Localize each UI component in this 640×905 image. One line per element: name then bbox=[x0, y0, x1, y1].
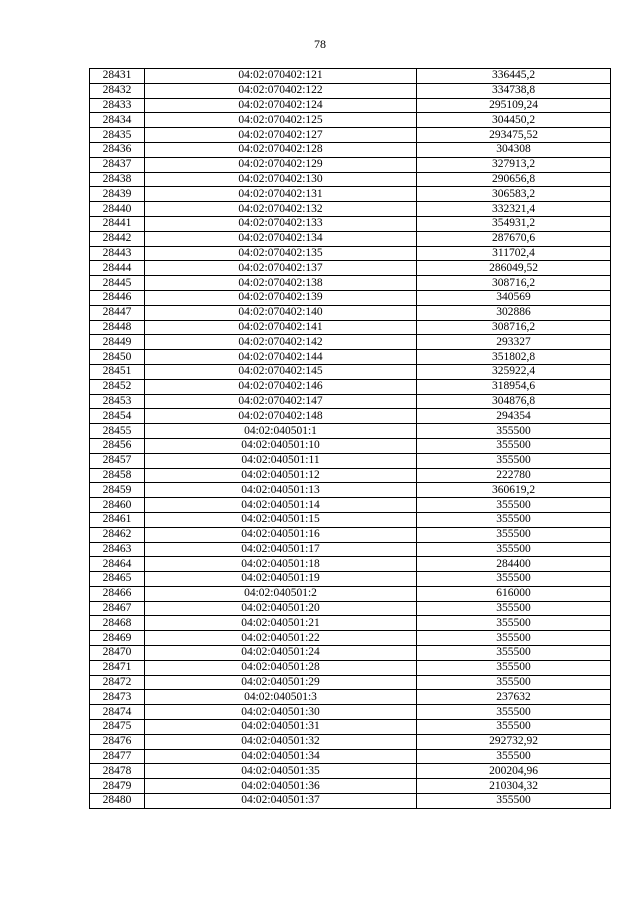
row-number-cell: 28470 bbox=[90, 646, 145, 661]
value-cell: 351802,8 bbox=[417, 350, 611, 365]
row-number-cell: 28452 bbox=[90, 379, 145, 394]
data-table bbox=[89, 68, 611, 809]
value-cell: 354931,2 bbox=[417, 216, 611, 231]
cadastral-number-cell: 04:02:070402:147 bbox=[145, 394, 417, 409]
row-number-cell: 28431 bbox=[90, 69, 145, 84]
row-number-cell: 28480 bbox=[90, 794, 145, 809]
row-number-cell: 28446 bbox=[90, 290, 145, 305]
value-cell: 304876,8 bbox=[417, 394, 611, 409]
cadastral-number-cell: 04:02:070402:146 bbox=[145, 379, 417, 394]
table-row bbox=[90, 335, 611, 350]
row-number-cell: 28440 bbox=[90, 202, 145, 217]
cadastral-number-cell: 04:02:040501:34 bbox=[145, 749, 417, 764]
row-number-cell: 28475 bbox=[90, 720, 145, 735]
row-number-cell: 28436 bbox=[90, 142, 145, 157]
table-row bbox=[90, 409, 611, 424]
cadastral-number-cell: 04:02:040501:20 bbox=[145, 601, 417, 616]
cadastral-number-cell: 04:02:070402:140 bbox=[145, 305, 417, 320]
table-row bbox=[90, 690, 611, 705]
table-row bbox=[90, 453, 611, 468]
table-row bbox=[90, 216, 611, 231]
cadastral-number-cell: 04:02:040501:35 bbox=[145, 764, 417, 779]
value-cell: 325922,4 bbox=[417, 364, 611, 379]
row-number-cell: 28444 bbox=[90, 261, 145, 276]
table-row bbox=[90, 261, 611, 276]
table-row bbox=[90, 379, 611, 394]
table-row bbox=[90, 631, 611, 646]
row-number-cell: 28459 bbox=[90, 483, 145, 498]
value-cell: 355500 bbox=[417, 572, 611, 587]
value-cell: 308716,2 bbox=[417, 320, 611, 335]
cadastral-number-cell: 04:02:070402:141 bbox=[145, 320, 417, 335]
value-cell: 294354 bbox=[417, 409, 611, 424]
row-number-cell: 28477 bbox=[90, 749, 145, 764]
value-cell: 355500 bbox=[417, 498, 611, 513]
cadastral-number-cell: 04:02:070402:144 bbox=[145, 350, 417, 365]
value-cell: 295109,24 bbox=[417, 98, 611, 113]
table-row bbox=[90, 557, 611, 572]
value-cell: 210304,32 bbox=[417, 779, 611, 794]
table-row bbox=[90, 675, 611, 690]
value-cell: 200204,96 bbox=[417, 764, 611, 779]
row-number-cell: 28453 bbox=[90, 394, 145, 409]
row-number-cell: 28469 bbox=[90, 631, 145, 646]
value-cell: 355500 bbox=[417, 438, 611, 453]
cadastral-number-cell: 04:02:070402:138 bbox=[145, 276, 417, 291]
cadastral-number-cell: 04:02:070402:139 bbox=[145, 290, 417, 305]
table-row bbox=[90, 498, 611, 513]
table-row bbox=[90, 527, 611, 542]
row-number-cell: 28467 bbox=[90, 601, 145, 616]
cadastral-number-cell: 04:02:040501:3 bbox=[145, 690, 417, 705]
table-row bbox=[90, 350, 611, 365]
table-row bbox=[90, 720, 611, 735]
value-cell: 290656,8 bbox=[417, 172, 611, 187]
cadastral-number-cell: 04:02:040501:10 bbox=[145, 438, 417, 453]
table-row bbox=[90, 187, 611, 202]
value-cell: 355500 bbox=[417, 675, 611, 690]
row-number-cell: 28457 bbox=[90, 453, 145, 468]
page-number: 78 bbox=[314, 37, 326, 51]
cadastral-number-cell: 04:02:070402:135 bbox=[145, 246, 417, 261]
table-row bbox=[90, 749, 611, 764]
value-cell: 355500 bbox=[417, 749, 611, 764]
table-row bbox=[90, 113, 611, 128]
cadastral-number-cell: 04:02:040501:36 bbox=[145, 779, 417, 794]
table-row bbox=[90, 305, 611, 320]
cadastral-number-cell: 04:02:070402:122 bbox=[145, 83, 417, 98]
row-number-cell: 28471 bbox=[90, 660, 145, 675]
value-cell: 355500 bbox=[417, 512, 611, 527]
value-cell: 355500 bbox=[417, 616, 611, 631]
table-row bbox=[90, 290, 611, 305]
cadastral-number-cell: 04:02:070402:148 bbox=[145, 409, 417, 424]
row-number-cell: 28478 bbox=[90, 764, 145, 779]
row-number-cell: 28473 bbox=[90, 690, 145, 705]
cadastral-number-cell: 04:02:070402:121 bbox=[145, 69, 417, 84]
cadastral-number-cell: 04:02:040501:15 bbox=[145, 512, 417, 527]
cadastral-number-cell: 04:02:040501:16 bbox=[145, 527, 417, 542]
value-cell: 292732,92 bbox=[417, 734, 611, 749]
table-row bbox=[90, 468, 611, 483]
value-cell: 355500 bbox=[417, 631, 611, 646]
table-row bbox=[90, 764, 611, 779]
table-row bbox=[90, 172, 611, 187]
row-number-cell: 28463 bbox=[90, 542, 145, 557]
row-number-cell: 28441 bbox=[90, 216, 145, 231]
cadastral-number-cell: 04:02:070402:130 bbox=[145, 172, 417, 187]
row-number-cell: 28479 bbox=[90, 779, 145, 794]
table-row bbox=[90, 483, 611, 498]
value-cell: 287670,6 bbox=[417, 231, 611, 246]
row-number-cell: 28464 bbox=[90, 557, 145, 572]
row-number-cell: 28447 bbox=[90, 305, 145, 320]
table-row bbox=[90, 734, 611, 749]
table-row bbox=[90, 394, 611, 409]
row-number-cell: 28433 bbox=[90, 98, 145, 113]
table-row bbox=[90, 364, 611, 379]
row-number-cell: 28450 bbox=[90, 350, 145, 365]
table-row bbox=[90, 601, 611, 616]
row-number-cell: 28460 bbox=[90, 498, 145, 513]
table-row bbox=[90, 98, 611, 113]
row-number-cell: 28458 bbox=[90, 468, 145, 483]
row-number-cell: 28454 bbox=[90, 409, 145, 424]
value-cell: 327913,2 bbox=[417, 157, 611, 172]
cadastral-number-cell: 04:02:040501:2 bbox=[145, 586, 417, 601]
table-row bbox=[90, 320, 611, 335]
table-row bbox=[90, 586, 611, 601]
table-row bbox=[90, 424, 611, 439]
value-cell: 355500 bbox=[417, 646, 611, 661]
value-cell: 332321,4 bbox=[417, 202, 611, 217]
row-number-cell: 28432 bbox=[90, 83, 145, 98]
row-number-cell: 28448 bbox=[90, 320, 145, 335]
cadastral-number-cell: 04:02:040501:19 bbox=[145, 572, 417, 587]
table-row bbox=[90, 128, 611, 143]
value-cell: 336445,2 bbox=[417, 69, 611, 84]
value-cell: 355500 bbox=[417, 660, 611, 675]
cadastral-number-cell: 04:02:070402:127 bbox=[145, 128, 417, 143]
table-row bbox=[90, 660, 611, 675]
table-row bbox=[90, 646, 611, 661]
value-cell: 308716,2 bbox=[417, 276, 611, 291]
cadastral-number-cell: 04:02:040501:31 bbox=[145, 720, 417, 735]
row-number-cell: 28476 bbox=[90, 734, 145, 749]
value-cell: 222780 bbox=[417, 468, 611, 483]
table-row bbox=[90, 157, 611, 172]
value-cell: 616000 bbox=[417, 586, 611, 601]
cadastral-number-cell: 04:02:070402:131 bbox=[145, 187, 417, 202]
value-cell: 355500 bbox=[417, 542, 611, 557]
cadastral-number-cell: 04:02:040501:22 bbox=[145, 631, 417, 646]
row-number-cell: 28462 bbox=[90, 527, 145, 542]
value-cell: 286049,52 bbox=[417, 261, 611, 276]
row-number-cell: 28438 bbox=[90, 172, 145, 187]
cadastral-number-cell: 04:02:040501:30 bbox=[145, 705, 417, 720]
table-row bbox=[90, 572, 611, 587]
cadastral-number-cell: 04:02:040501:21 bbox=[145, 616, 417, 631]
table-row bbox=[90, 705, 611, 720]
cadastral-number-cell: 04:02:040501:28 bbox=[145, 660, 417, 675]
row-number-cell: 28437 bbox=[90, 157, 145, 172]
cadastral-number-cell: 04:02:070402:132 bbox=[145, 202, 417, 217]
value-cell: 237632 bbox=[417, 690, 611, 705]
cadastral-number-cell: 04:02:040501:13 bbox=[145, 483, 417, 498]
table-row bbox=[90, 142, 611, 157]
table-row bbox=[90, 202, 611, 217]
row-number-cell: 28455 bbox=[90, 424, 145, 439]
table-row bbox=[90, 276, 611, 291]
cadastral-number-cell: 04:02:040501:17 bbox=[145, 542, 417, 557]
value-cell: 293327 bbox=[417, 335, 611, 350]
table-row bbox=[90, 616, 611, 631]
cadastral-number-cell: 04:02:040501:18 bbox=[145, 557, 417, 572]
table-row bbox=[90, 246, 611, 261]
table-row bbox=[90, 231, 611, 246]
cadastral-number-cell: 04:02:070402:145 bbox=[145, 364, 417, 379]
value-cell: 355500 bbox=[417, 424, 611, 439]
value-cell: 318954,6 bbox=[417, 379, 611, 394]
value-cell: 355500 bbox=[417, 794, 611, 809]
cadastral-number-cell: 04:02:040501:29 bbox=[145, 675, 417, 690]
table-row bbox=[90, 83, 611, 98]
value-cell: 302886 bbox=[417, 305, 611, 320]
row-number-cell: 28449 bbox=[90, 335, 145, 350]
table-row bbox=[90, 779, 611, 794]
value-cell: 355500 bbox=[417, 720, 611, 735]
cadastral-number-cell: 04:02:040501:37 bbox=[145, 794, 417, 809]
row-number-cell: 28439 bbox=[90, 187, 145, 202]
cadastral-number-cell: 04:02:070402:128 bbox=[145, 142, 417, 157]
row-number-cell: 28451 bbox=[90, 364, 145, 379]
cadastral-number-cell: 04:02:070402:134 bbox=[145, 231, 417, 246]
value-cell: 355500 bbox=[417, 453, 611, 468]
table-row bbox=[90, 438, 611, 453]
cadastral-number-cell: 04:02:070402:133 bbox=[145, 216, 417, 231]
row-number-cell: 28442 bbox=[90, 231, 145, 246]
row-number-cell: 28456 bbox=[90, 438, 145, 453]
value-cell: 311702,4 bbox=[417, 246, 611, 261]
value-cell: 355500 bbox=[417, 601, 611, 616]
row-number-cell: 28445 bbox=[90, 276, 145, 291]
row-number-cell: 28474 bbox=[90, 705, 145, 720]
row-number-cell: 28465 bbox=[90, 572, 145, 587]
value-cell: 334738,8 bbox=[417, 83, 611, 98]
value-cell: 304450,2 bbox=[417, 113, 611, 128]
cadastral-number-cell: 04:02:040501:11 bbox=[145, 453, 417, 468]
value-cell: 284400 bbox=[417, 557, 611, 572]
cadastral-number-cell: 04:02:070402:124 bbox=[145, 98, 417, 113]
cadastral-number-cell: 04:02:040501:32 bbox=[145, 734, 417, 749]
cadastral-number-cell: 04:02:070402:142 bbox=[145, 335, 417, 350]
value-cell: 355500 bbox=[417, 527, 611, 542]
cadastral-number-cell: 04:02:040501:24 bbox=[145, 646, 417, 661]
table-row bbox=[90, 794, 611, 809]
value-cell: 293475,52 bbox=[417, 128, 611, 143]
cadastral-number-cell: 04:02:040501:12 bbox=[145, 468, 417, 483]
row-number-cell: 28466 bbox=[90, 586, 145, 601]
value-cell: 340569 bbox=[417, 290, 611, 305]
value-cell: 360619,2 bbox=[417, 483, 611, 498]
row-number-cell: 28472 bbox=[90, 675, 145, 690]
row-number-cell: 28461 bbox=[90, 512, 145, 527]
cadastral-number-cell: 04:02:070402:129 bbox=[145, 157, 417, 172]
table-row bbox=[90, 512, 611, 527]
value-cell: 355500 bbox=[417, 705, 611, 720]
row-number-cell: 28434 bbox=[90, 113, 145, 128]
cadastral-number-cell: 04:02:070402:137 bbox=[145, 261, 417, 276]
cadastral-number-cell: 04:02:070402:125 bbox=[145, 113, 417, 128]
value-cell: 306583,2 bbox=[417, 187, 611, 202]
cadastral-number-cell: 04:02:040501:14 bbox=[145, 498, 417, 513]
table-row bbox=[90, 542, 611, 557]
row-number-cell: 28443 bbox=[90, 246, 145, 261]
table-row bbox=[90, 69, 611, 84]
table-body bbox=[90, 69, 611, 809]
row-number-cell: 28435 bbox=[90, 128, 145, 143]
value-cell: 304308 bbox=[417, 142, 611, 157]
cadastral-number-cell: 04:02:040501:1 bbox=[145, 424, 417, 439]
row-number-cell: 28468 bbox=[90, 616, 145, 631]
